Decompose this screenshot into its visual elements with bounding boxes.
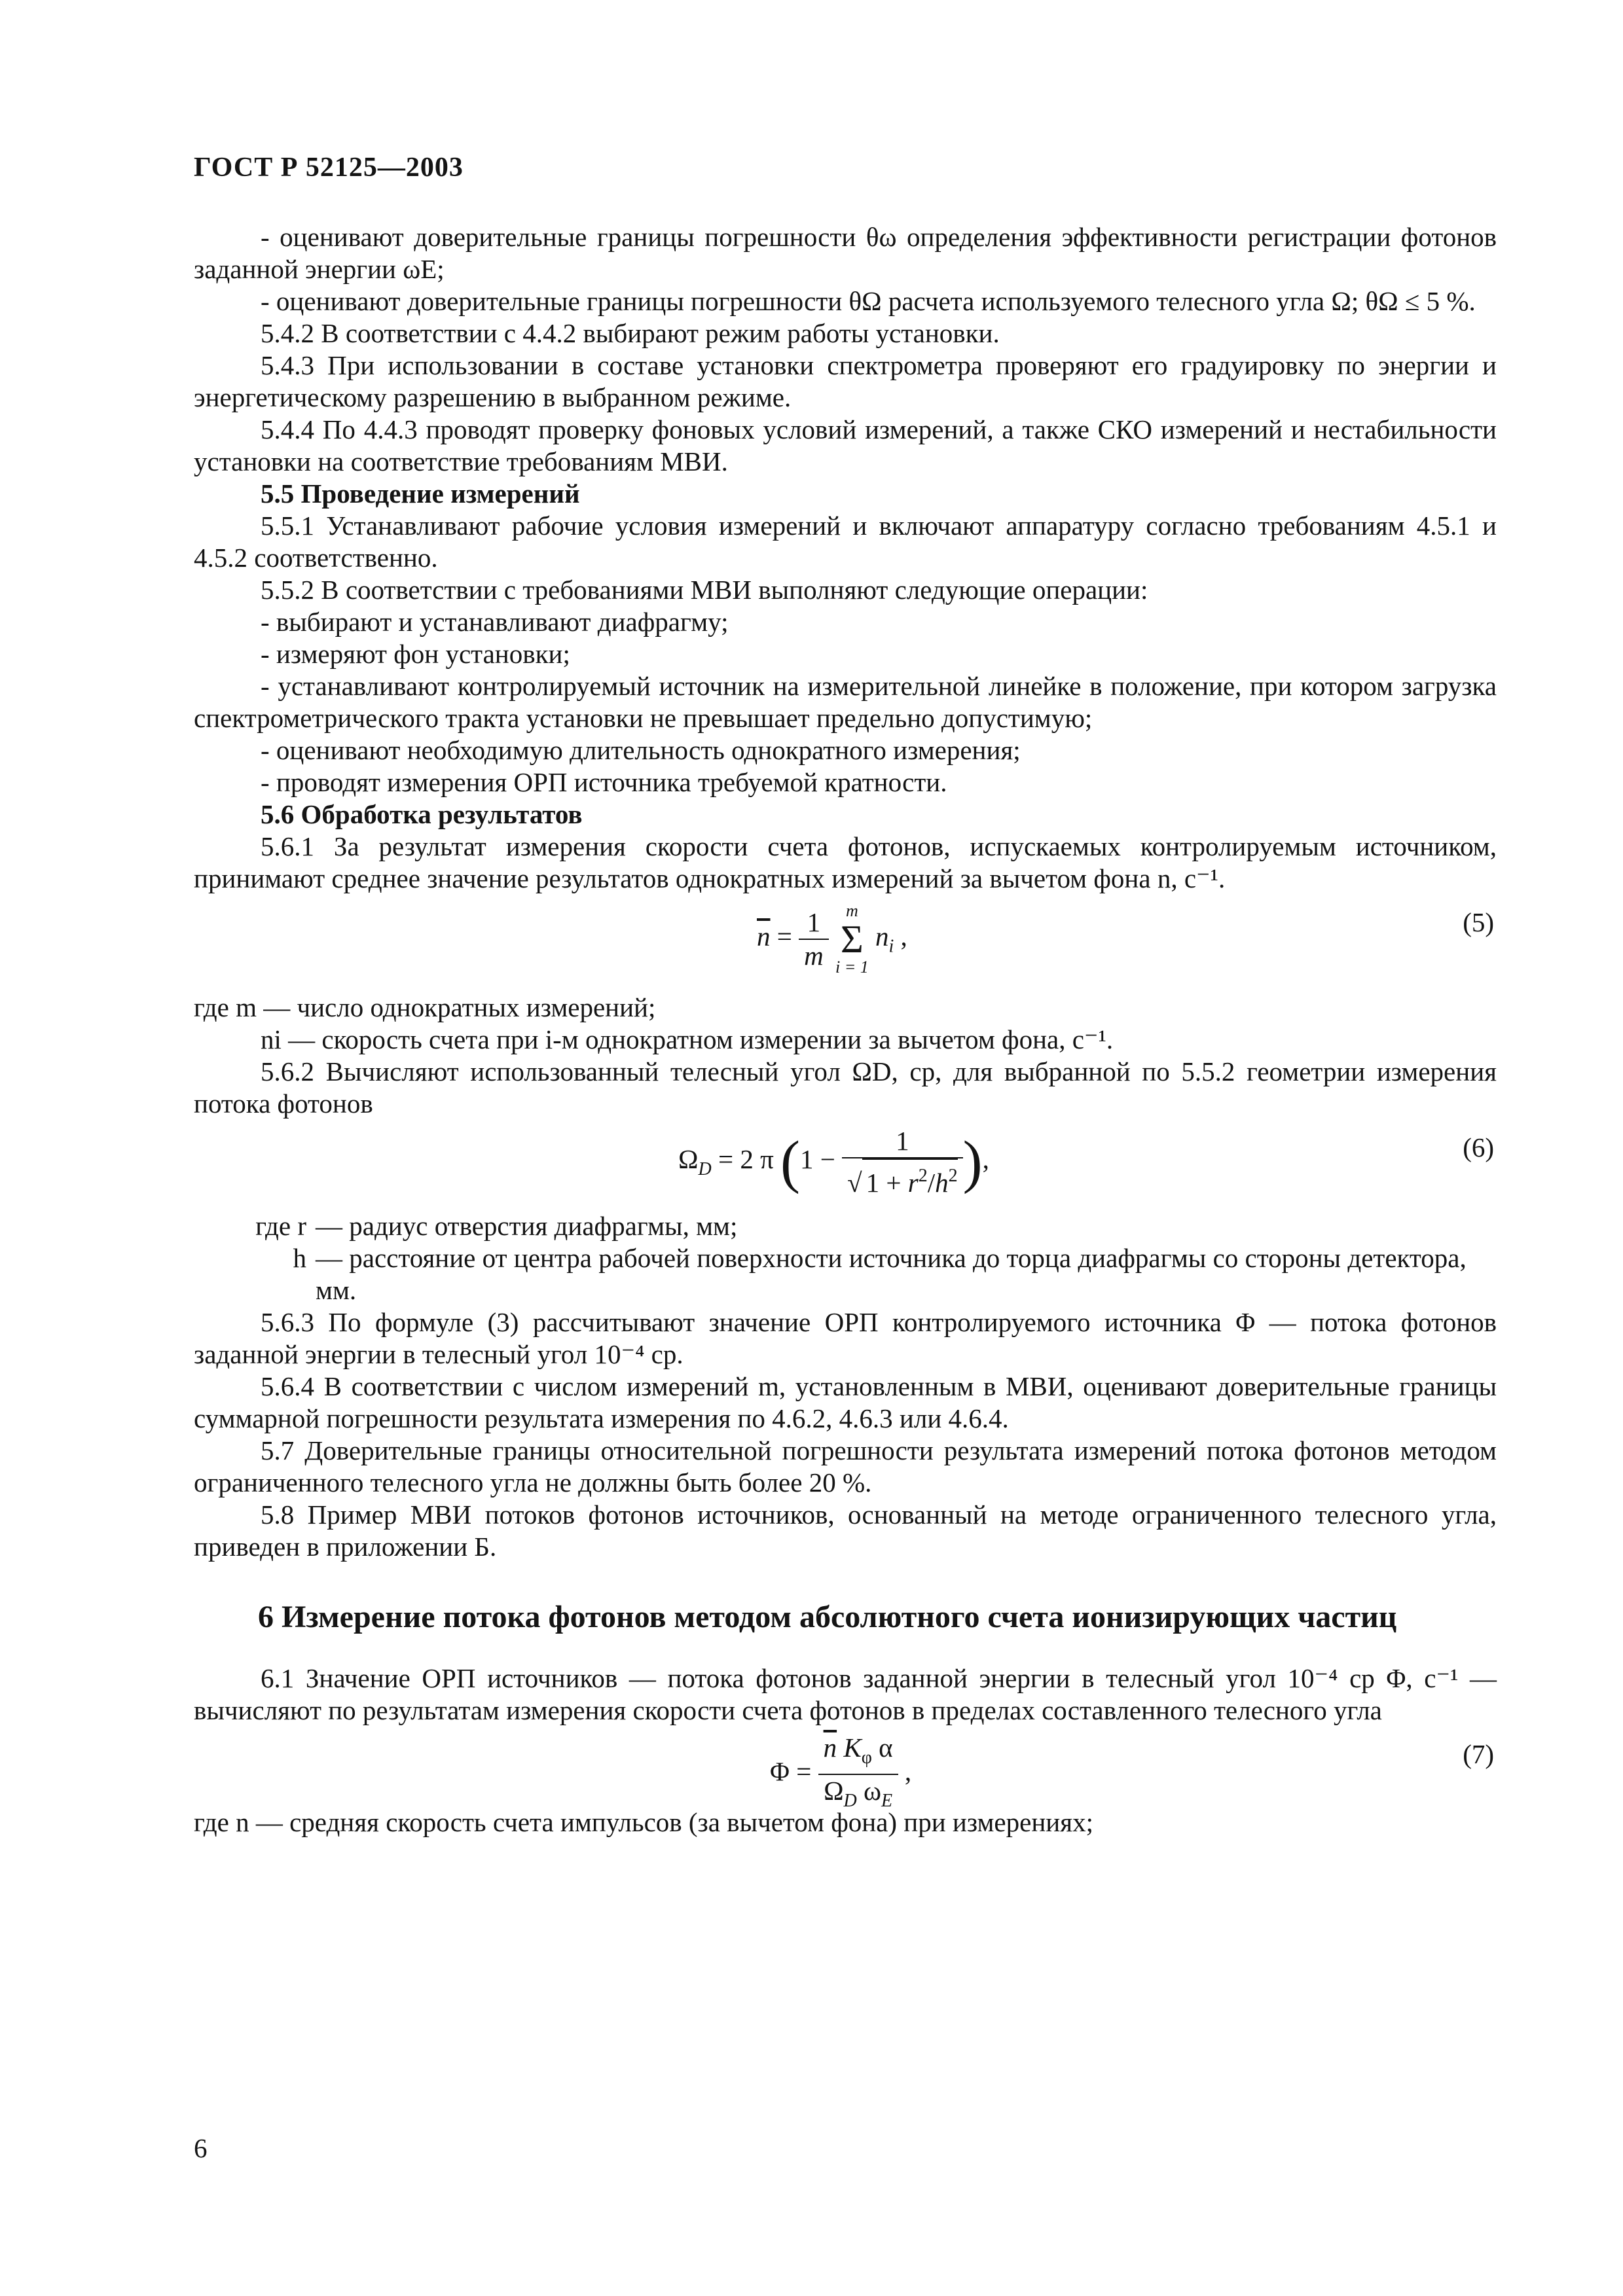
document-body — [194, 221, 1497, 1839]
where-label: h — [293, 1243, 306, 1273]
formula-6 — [194, 1125, 1497, 1204]
where-clause: ni — скорость счета при i-м однократном измерении за вычетом фона, с⁻¹. — [261, 1024, 1114, 1054]
clause-5-5-2: 5.5.2 В соответствии с требованиями МВИ выполняют следующие операции: — [261, 575, 1148, 605]
formula-number: (7) — [1463, 1739, 1494, 1769]
clause-5-5-1: 5.5.1 Устанавливают рабочие условия измерений и включают аппаратуру согласно требованиям 4.5.1 и 4.5.2 соответственно. — [194, 511, 1497, 573]
clause-6-1: 6.1 Значение ОРП источников — потока фотонов заданной энергии в телесный угол 10⁻⁴ ср Φ, с⁻¹ — вычисляют по результатам измерения скорости счета фотонов в пределах составленного телесного угла — [194, 1663, 1497, 1725]
where-clause: где n — средняя скорость счета импульсов (за вычетом фона) при измерениях; — [194, 1807, 1093, 1837]
formula-5 — [194, 900, 1497, 985]
section-heading-5-5: 5.5 Проведение измерений — [261, 478, 580, 509]
formula-number: (5) — [1463, 907, 1494, 937]
where-desc: — расстояние от центра рабочей поверхности источника до торца диафрагмы со стороны детектора, мм. — [316, 1243, 1467, 1305]
formula-7-math: Φ = $\frac{\overline{n} K_\varphi \alpha}{\Omega_D \omega_E}$ , — [770, 1732, 911, 1817]
formula-6-math: $\Omega_D = 2$ π (1 − $\frac{1}{√ 1 + r^2/h^2}$ ), — [678, 1126, 989, 1198]
page-number: 6 — [194, 2133, 208, 2163]
list-item: - оценивают необходимую длительность однократного измерения; — [261, 735, 1021, 765]
list-item: - устанавливают контролируемый источник на измерительной линейке в положение, при котором загрузка спектрометрического тракта установки не превышает предельно допустимую; — [194, 671, 1497, 733]
list-item: - проводят измерения ОРП источника требуемой кратности. — [261, 767, 947, 797]
where-desc: — радиус отверстия диафрагмы, мм; — [316, 1211, 738, 1241]
formula-7 — [194, 1732, 1497, 1811]
clause-5-4-2: 5.4.2 В соответствии с 4.4.2 выбирают режим работы установки. — [261, 318, 1000, 348]
section-heading-5-6: 5.6 Обработка результатов — [261, 799, 583, 829]
standard-header: ГОСТ Р 52125—2003 — [194, 152, 464, 183]
clause-5-4-3: 5.4.3 При использовании в составе установки спектрометра проверяют его градуировку по энергии и энергетическому разрешению в выбранном режиме. — [194, 350, 1497, 412]
list-item: - выбирают и устанавливают диафрагму; — [261, 607, 729, 637]
clause-5-6-2: 5.6.2 Вычисляют использованный телесный угол ΩD, ср, для выбранной по 5.5.2 геометрии измерения потока фотонов — [194, 1056, 1497, 1119]
clause-5-7: 5.7 Доверительные границы относительной погрешности результата измерений потока фотонов методом ограниченного телесного угла не должны быть более 20 %. — [194, 1435, 1497, 1498]
paragraph: - оценивают доверительные границы погрешности θΩ расчета используемого телесного угла Ω; θΩ ≤ 5 %. — [261, 286, 1476, 316]
where-clause: где m — число однократных измерений; — [194, 992, 656, 1022]
clause-5-6-3: 5.6.3 По формуле (3) рассчитывают значение ОРП контролируемого источника Φ — потока фотонов заданной энергии в телесный угол 10⁻⁴ ср. — [194, 1307, 1497, 1369]
where-label: где r — [255, 1211, 306, 1241]
section-heading-6: 6 Измерение потока фотонов методом абсолютного счета ионизирующих частиц — [258, 1600, 1397, 1634]
list-item: - измеряют фон установки; — [261, 639, 570, 669]
clause-5-4-4: 5.4.4 По 4.4.3 проводят проверку фоновых условий измерений, а также СКО измерений и нестабильности установки на соответствие требованиям МВИ. — [194, 414, 1497, 476]
formula-5-math: $\overline{n}$ = $\frac{1}{m}$ m Σ i = 1 $n_i$ , — [757, 901, 907, 977]
clause-5-6-1: 5.6.1 За результат измерения скорости счета фотонов, испускаемых контролируемым источником, принимают среднее значение результатов однократных измерений за вычетом фона n, с⁻¹. — [194, 831, 1497, 893]
paragraph: - оценивают доверительные границы погрешности θω определения эффективности регистрации фотонов заданной энергии ωE; — [194, 222, 1497, 284]
where-row — [194, 1242, 1497, 1306]
clause-5-8: 5.8 Пример МВИ потоков фотонов источников, основанный на методе ограниченного телесного угла, приведен в приложении Б. — [194, 1499, 1497, 1562]
where-row — [194, 1210, 1497, 1242]
formula-number: (6) — [1463, 1132, 1494, 1162]
clause-5-6-4: 5.6.4 В соответствии с числом измерений m, установленным в МВИ, оценивают доверительные границы суммарной погрешности результата измерения по 4.6.2, 4.6.3 или 4.6.4. — [194, 1371, 1497, 1433]
